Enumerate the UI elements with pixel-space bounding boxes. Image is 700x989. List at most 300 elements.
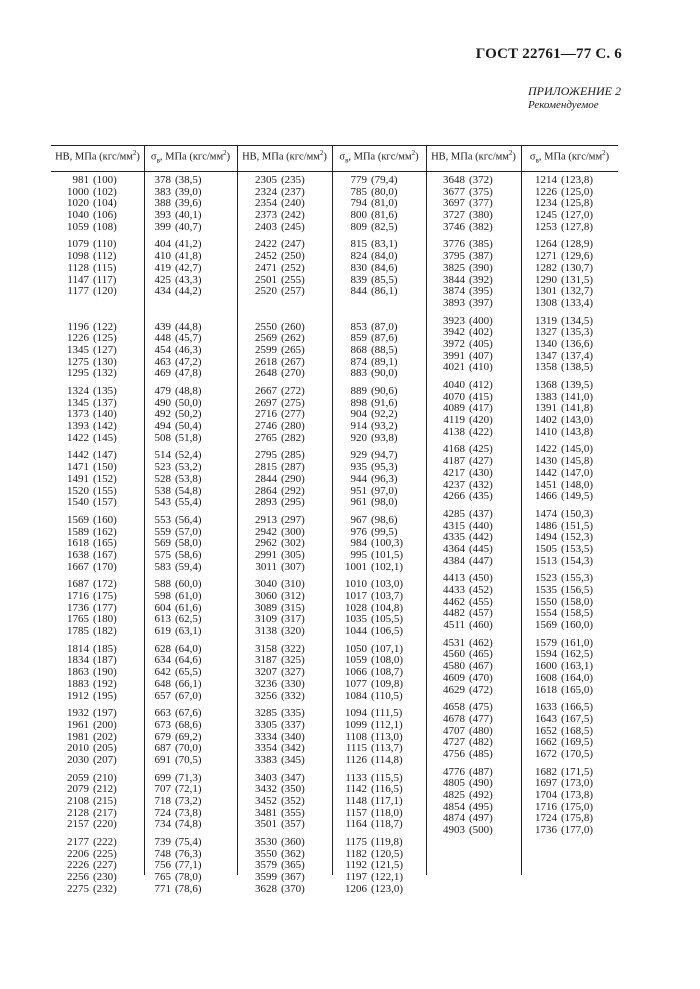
cell-value: 1704 (535, 789, 557, 801)
cell-value: 3579 (255, 859, 277, 872)
row-group (247, 644, 305, 702)
cell-value: 839 (350, 273, 367, 286)
cell-kgf-value: (87,0) (371, 320, 398, 333)
cell-kgf-value: (143,8) (561, 425, 594, 438)
cell-kgf-value: (335) (281, 707, 305, 720)
cell-value: 2815 (255, 461, 277, 474)
row-group (247, 708, 305, 766)
table-top-rule (51, 145, 618, 146)
cell-value: 707 (154, 783, 171, 796)
cell-value: 3334 (255, 730, 277, 743)
cell-value: 3060 (255, 590, 277, 602)
cell-kgf-value: (143,0) (561, 414, 594, 427)
cell-value: 1383 (535, 390, 557, 403)
table-cell (59, 421, 117, 433)
cell-kgf-value: (40,1) (175, 209, 202, 222)
table-header-rule (51, 171, 618, 172)
cell-value: 657 (154, 689, 171, 702)
cell-value: 1020 (67, 197, 89, 210)
cell-kgf-value: (432) (469, 478, 493, 491)
cell-value: 1115 (345, 742, 367, 755)
table-cell (247, 210, 305, 222)
cell-kgf-value: (57,0) (175, 525, 202, 538)
cell-value: 4433 (443, 584, 465, 596)
cell-kgf-value: (177) (93, 601, 117, 614)
cell-value: 883 (350, 367, 367, 380)
table-cell (149, 345, 202, 357)
table-cell (435, 509, 493, 521)
cell-value: 1079 (67, 238, 89, 251)
cell-value: 3452 (255, 795, 277, 807)
column-divider (521, 145, 522, 875)
row-group (59, 239, 117, 297)
table-cell (527, 175, 593, 187)
cell-kgf-value: (275) (281, 396, 305, 409)
cell-kgf-value: (172) (93, 578, 117, 591)
cell-kgf-value: (149,5) (561, 490, 594, 503)
cell-kgf-value: (395) (469, 285, 493, 298)
cell-kgf-value: (190) (93, 666, 117, 679)
cell-value: 765 (154, 871, 171, 884)
table-cell (247, 591, 305, 603)
cell-kgf-value: (192) (93, 677, 117, 690)
cell-kgf-value: (44,2) (175, 285, 202, 298)
cell-value: 2667 (255, 385, 277, 397)
cell-kgf-value: (112) (93, 250, 117, 263)
cell-value: 1133 (345, 771, 367, 784)
cell-value: 613 (154, 613, 171, 626)
cell-kgf-value: (367) (281, 871, 305, 884)
cell-value: 961 (350, 496, 367, 509)
cell-kgf-value: (187) (93, 654, 117, 667)
table-cell (337, 626, 403, 638)
cell-value: 2452 (255, 250, 277, 263)
cell-value: 4727 (443, 736, 465, 749)
row-group (247, 386, 305, 444)
row-group (149, 773, 202, 831)
cell-kgf-value: (267) (281, 355, 305, 368)
cell-kgf-value: (255) (281, 273, 305, 286)
row-group (59, 175, 117, 233)
cell-kgf-value: (103,7) (371, 590, 404, 602)
cell-kgf-value: (205) (93, 742, 117, 755)
cell-kgf-value: (99,5) (371, 525, 398, 538)
cell-value: 3874 (443, 285, 465, 298)
table-cell (337, 720, 403, 732)
cell-kgf-value: (53,8) (175, 472, 202, 485)
table-cell (247, 263, 305, 275)
cell-value: 699 (154, 771, 171, 784)
cell-value: 3236 (255, 677, 277, 690)
cell-value: 4531 (443, 636, 465, 649)
cell-value: 1540 (67, 496, 89, 509)
cell-kgf-value: (462) (469, 636, 493, 649)
cell-kgf-value: (265) (281, 343, 305, 356)
cell-kgf-value: (74,8) (175, 818, 202, 831)
cell-value: 2550 (255, 320, 277, 333)
cell-value: 1275 (67, 355, 89, 368)
cell-value: 3501 (255, 818, 277, 831)
cell-value: 1652 (535, 724, 557, 737)
table-cell (149, 819, 202, 831)
cell-kgf-value: (173,0) (561, 777, 594, 790)
cell-value: 2010 (67, 742, 89, 755)
table-cell (435, 380, 493, 392)
cell-value: 929 (350, 449, 367, 462)
cell-value: 3138 (255, 625, 277, 638)
cell-value: 3109 (255, 613, 277, 626)
cell-kgf-value: (382) (469, 220, 493, 233)
row-group (435, 638, 493, 696)
cell-value: 419 (154, 261, 171, 274)
row-group (247, 450, 305, 508)
table-cell (247, 474, 305, 486)
table-cell (59, 222, 117, 234)
cell-kgf-value: (106) (93, 209, 117, 222)
cell-kgf-value: (292) (281, 484, 305, 497)
cell-value: 1863 (67, 666, 89, 679)
table-cell (149, 515, 202, 527)
cell-kgf-value: (42,7) (175, 261, 202, 274)
cell-kgf-value: (402) (469, 326, 493, 339)
table-cell (527, 620, 593, 632)
cell-kgf-value: (58,0) (175, 537, 202, 550)
row-group (435, 573, 493, 631)
cell-value: 3697 (443, 197, 465, 210)
row-group (247, 322, 305, 380)
cell-value: 995 (350, 548, 367, 561)
cell-kgf-value: (312) (281, 590, 305, 602)
cell-kgf-value: (110,5) (371, 689, 403, 702)
row-group (59, 322, 117, 380)
cell-value: 1535 (535, 584, 557, 596)
cell-value: 691 (154, 753, 171, 766)
cell-kgf-value: (93,8) (371, 431, 398, 444)
row-group (435, 175, 493, 233)
cell-kgf-value: (66,1) (175, 677, 202, 690)
row-group (149, 304, 202, 316)
cell-kgf-value: (47,8) (175, 367, 202, 380)
cell-value: 2305 (255, 174, 277, 186)
cell-value: 1638 (67, 548, 89, 561)
cell-kgf-value: (101,5) (371, 548, 404, 561)
cell-kgf-value: (41,2) (175, 238, 202, 251)
cell-kgf-value: (85,5) (371, 273, 398, 286)
cell-value: 4138 (443, 425, 465, 438)
cell-kgf-value: (58,6) (175, 548, 202, 561)
cell-kgf-value: (170,5) (561, 747, 594, 760)
cell-value: 1682 (535, 765, 557, 778)
cell-value: 1410 (535, 425, 557, 438)
cell-value: 1177 (67, 285, 89, 298)
table-cell (337, 497, 403, 509)
cell-value: 2324 (255, 185, 277, 198)
cell-value: 3383 (255, 753, 277, 766)
cell-value: 3942 (443, 326, 465, 339)
cell-value: 3207 (255, 666, 277, 679)
cell-value: 4609 (443, 671, 465, 684)
table-cell (337, 679, 403, 691)
table-cell (527, 468, 593, 480)
cell-value: 1466 (535, 490, 557, 503)
cell-value: 1164 (345, 818, 367, 831)
cell-value: 4187 (443, 455, 465, 468)
table-cell (527, 298, 593, 310)
row-group (435, 767, 493, 837)
table-cell (149, 421, 202, 433)
cell-kgf-value: (91,6) (371, 396, 398, 409)
cell-value: 3011 (255, 560, 277, 573)
cell-value: 588 (154, 578, 171, 591)
cell-value: 538 (154, 484, 171, 497)
cell-kgf-value: (120,5) (371, 847, 404, 860)
cell-kgf-value: (297) (281, 513, 305, 526)
cell-kgf-value: (71,3) (175, 771, 202, 784)
cell-kgf-value: (497) (469, 812, 493, 825)
cell-kgf-value: (113,7) (371, 742, 403, 755)
cell-kgf-value: (65,5) (175, 666, 202, 679)
cell-kgf-value: (51,8) (175, 431, 202, 444)
cell-kgf-value: (427) (469, 455, 493, 468)
cell-value: 1505 (535, 542, 557, 555)
cell-value: 523 (154, 461, 171, 474)
table-cell (337, 691, 403, 703)
cell-value: 1282 (535, 261, 557, 274)
table-cell (149, 837, 202, 849)
table-cell (59, 386, 117, 398)
cell-kgf-value: (56,4) (175, 513, 202, 526)
hb-column-3 (435, 175, 493, 843)
cell-value: 2599 (255, 343, 277, 356)
cell-value: 383 (154, 185, 171, 198)
cell-kgf-value: (450) (469, 572, 493, 585)
table-cell (59, 550, 117, 562)
table-cell (527, 556, 593, 568)
table-cell (435, 714, 493, 726)
cell-value: 2079 (67, 783, 89, 796)
cell-kgf-value: (212) (93, 783, 117, 796)
cell-kgf-value: (122,1) (371, 871, 404, 884)
cell-kgf-value: (457) (469, 607, 493, 620)
cell-value: 1126 (345, 753, 367, 766)
cell-value: 868 (350, 343, 367, 356)
cell-value: 1059 (67, 220, 89, 233)
cell-value: 1422 (67, 431, 89, 444)
cell-kgf-value: (134,5) (561, 314, 594, 327)
cell-value: 3256 (255, 689, 277, 702)
cell-kgf-value: (300) (281, 525, 305, 538)
table-cell (435, 685, 493, 697)
cell-value: 3628 (255, 882, 277, 895)
cell-kgf-value: (137,4) (561, 349, 594, 362)
cell-value: 4315 (443, 519, 465, 532)
row-group (59, 644, 117, 702)
cell-kgf-value: (500) (469, 824, 493, 837)
cell-value: 3844 (443, 273, 465, 286)
cell-value: 1430 (535, 455, 557, 468)
row-group (247, 239, 305, 297)
cell-value: 2991 (255, 548, 277, 561)
cell-kgf-value: (145) (93, 431, 117, 444)
cell-value: 824 (350, 250, 367, 263)
cell-kgf-value: (89,1) (371, 355, 398, 368)
row-group (337, 579, 403, 637)
cell-value: 1912 (67, 689, 89, 702)
row-group (247, 515, 305, 573)
cell-kgf-value: (415) (469, 390, 493, 403)
cell-kgf-value: (217) (93, 806, 117, 819)
cell-kgf-value: (155) (93, 484, 117, 497)
cell-value: 642 (154, 666, 171, 679)
cell-value: 1520 (67, 484, 89, 497)
row-group (247, 773, 305, 831)
row-group (247, 579, 305, 637)
cell-value: 904 (350, 408, 367, 421)
table-cell (337, 796, 403, 808)
table-cell (149, 550, 202, 562)
cell-kgf-value: (225) (93, 847, 117, 860)
cell-value: 1226 (67, 332, 89, 345)
cell-kgf-value: (227) (93, 859, 117, 872)
cell-value: 1442 (67, 449, 89, 462)
cell-value: 1608 (535, 671, 557, 684)
cell-value: 4805 (443, 777, 465, 790)
table-cell (149, 286, 202, 298)
cell-kgf-value: (175,0) (561, 800, 594, 813)
cell-kgf-value: (315) (281, 601, 305, 614)
cell-value: 920 (350, 431, 367, 444)
cell-value: 1226 (535, 185, 557, 198)
cell-kgf-value: (116,5) (371, 783, 403, 796)
cell-kgf-value: (78,0) (175, 871, 202, 884)
cell-kgf-value: (39,0) (175, 185, 202, 198)
cell-value: 2648 (255, 367, 277, 380)
cell-value: 2157 (67, 818, 89, 831)
hardness-strength-table (51, 145, 618, 895)
cell-kgf-value: (128,9) (561, 238, 594, 251)
cell-kgf-value: (487) (469, 765, 493, 778)
cell-kgf-value: (340) (281, 730, 305, 743)
row-group (527, 175, 593, 233)
cell-kgf-value: (141,0) (561, 390, 594, 403)
cell-value: 4580 (443, 660, 465, 673)
cell-kgf-value: (180) (93, 613, 117, 626)
cell-kgf-value: (100) (93, 174, 117, 186)
cell-kgf-value: (140) (93, 408, 117, 421)
cell-kgf-value: (41,8) (175, 250, 202, 263)
cell-kgf-value: (355) (281, 806, 305, 819)
column-divider (426, 145, 427, 875)
cell-value: 1633 (535, 701, 557, 714)
cell-value: 3893 (443, 296, 465, 309)
cell-kgf-value: (480) (469, 724, 493, 737)
table-cell (149, 433, 202, 445)
table-cell (247, 626, 305, 638)
cell-value: 4854 (443, 800, 465, 813)
cell-kgf-value: (407) (469, 349, 493, 362)
cell-value: 1290 (535, 273, 557, 286)
table-cell (59, 175, 117, 187)
table-cell (527, 544, 593, 556)
cell-kgf-value: (167,5) (561, 712, 594, 725)
table-cell (527, 415, 593, 427)
cell-value: 800 (350, 209, 367, 222)
cell-value: 4089 (443, 402, 465, 415)
table-cell (247, 433, 305, 445)
cell-value: 1961 (67, 718, 89, 731)
table-cell (149, 562, 202, 574)
table-cell (59, 368, 117, 380)
table-cell (435, 491, 493, 503)
table-cell (59, 720, 117, 732)
cell-value: 2569 (255, 332, 277, 345)
table-cell (435, 415, 493, 427)
table-cell (435, 556, 493, 568)
cell-kgf-value: (447) (469, 554, 493, 567)
cell-kgf-value: (70,5) (175, 753, 202, 766)
cell-kgf-value: (117,1) (371, 795, 403, 807)
table-cell (247, 386, 305, 398)
cell-kgf-value: (117) (93, 273, 117, 286)
row-group (149, 175, 202, 233)
cell-kgf-value: (235) (281, 174, 305, 186)
row-group (527, 509, 593, 567)
table-cell (527, 263, 593, 275)
cell-value: 393 (154, 209, 171, 222)
cell-kgf-value: (122) (93, 320, 117, 333)
row-group (337, 450, 403, 508)
cell-value: 1301 (535, 285, 557, 298)
table-cell (247, 175, 305, 187)
cell-value: 399 (154, 220, 171, 233)
cell-value: 2403 (255, 220, 277, 233)
cell-value: 3677 (443, 185, 465, 198)
cell-value: 859 (350, 332, 367, 345)
cell-value: 1736 (67, 601, 89, 614)
cell-value: 1295 (67, 367, 89, 380)
cell-kgf-value: (285) (281, 449, 305, 462)
cell-value: 1594 (535, 648, 557, 661)
cell-kgf-value: (162,5) (561, 648, 594, 661)
cell-kgf-value: (168,5) (561, 724, 594, 737)
cell-kgf-value: (207) (93, 753, 117, 766)
cell-value: 575 (154, 548, 171, 561)
cell-kgf-value: (118,0) (371, 806, 403, 819)
row-group (59, 837, 117, 895)
sigma-column-1 (149, 175, 202, 902)
row-group (149, 708, 202, 766)
cell-kgf-value: (87,6) (371, 332, 398, 345)
cell-kgf-value: (145,8) (561, 455, 594, 468)
cell-kgf-value: (72,1) (175, 783, 202, 796)
cell-kgf-value: (290) (281, 472, 305, 485)
cell-value: 4629 (443, 683, 465, 696)
cell-value: 1098 (67, 250, 89, 263)
cell-kgf-value: (425) (469, 443, 493, 456)
cell-value: 1368 (535, 379, 557, 391)
cell-value: 1765 (67, 613, 89, 626)
table-cell (435, 468, 493, 480)
cell-kgf-value: (69,2) (175, 730, 202, 743)
cell-kgf-value: (50,2) (175, 408, 202, 421)
cell-kgf-value: (93,2) (371, 420, 398, 433)
cell-value: 463 (154, 355, 171, 368)
cell-kgf-value: (390) (469, 261, 493, 274)
row-group (59, 515, 117, 573)
cell-value: 976 (350, 525, 367, 538)
cell-value: 1981 (67, 730, 89, 743)
cell-value: 388 (154, 197, 171, 210)
